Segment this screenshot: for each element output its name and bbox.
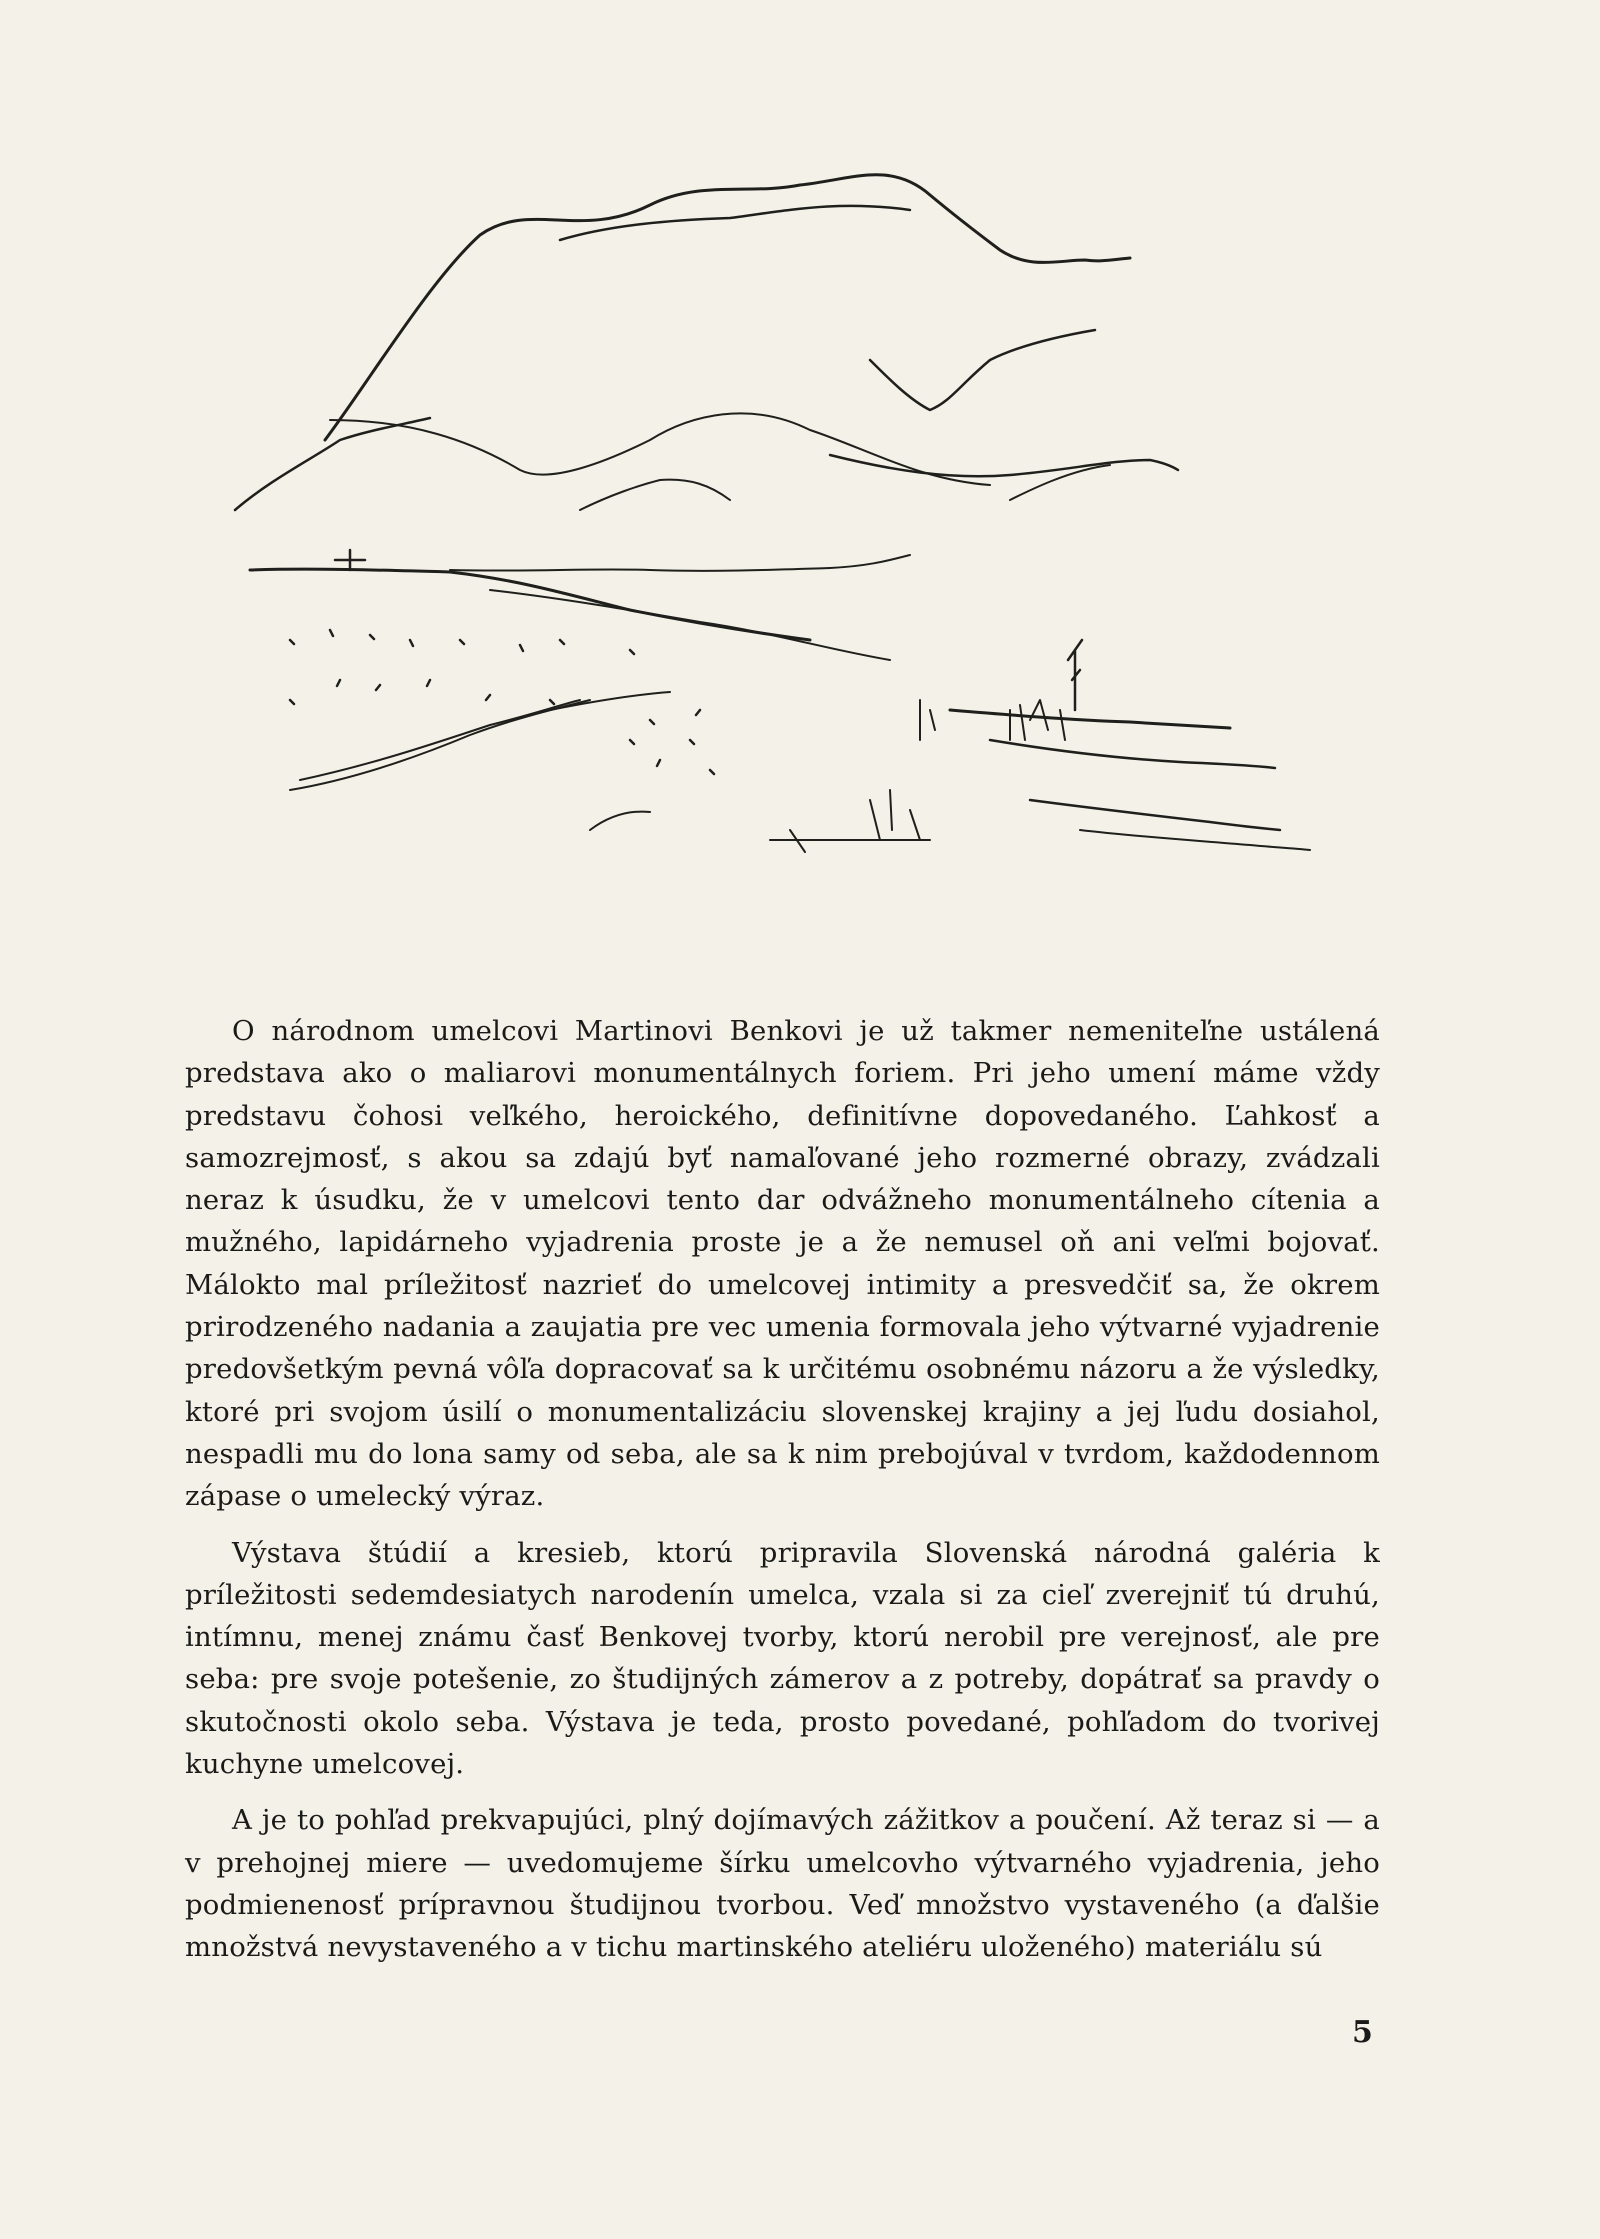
sketch-ridge-top (325, 175, 1130, 440)
sketch-mid-hill (580, 480, 730, 510)
paragraph-2: Výstava štúdií a kresieb, ktorú pripravila Slovenská národná galéria k príležitosti sedemdesiatych narodenín umelca, vzala si za cieľ zverejniť tú druhú, intímnu, menej známu časť Benkovej tvorby, ktorú nerobil pre verejnosť, ale pre seba: pre svoje potešenie, zo študijných zámerov a z potreby, dopátrať sa pravdy o skutočnosti okolo seba. Výstava je teda, prosto povedané, pohľadom do tvorivej kuchyne umelcovej. (185, 1536, 1380, 1781)
sketch-field-3 (550, 692, 670, 710)
sketch-tick-top (335, 550, 365, 570)
sketch-horizon-1 (250, 569, 810, 640)
paragraph-3: A je to pohľad prekvapujúci, plný dojímavých zážitkov a poučení. Až teraz si — a v prehojnej miere — uvedomujeme šírku umelcovho výtvarného vyjadrenia, jeho podmienenosť prípravnou študijnou tvorbou. Veď množstvo vystaveného (a ďalšie množstvá nevystaveného a v tichu martinského ateliéru uloženého) materiálu sú (185, 1804, 1380, 1964)
sketch-road-right-2 (990, 740, 1275, 768)
landscape-sketch-illustration (230, 140, 1380, 880)
sketch-field-2 (300, 700, 580, 780)
sketch-tree-1 (1068, 640, 1082, 710)
sketch-horizon-2 (450, 555, 910, 571)
sketch-figures (1010, 700, 1065, 740)
sketch-field-1 (290, 700, 590, 790)
sketch-ticks (290, 630, 714, 774)
sketch-road-lower (1030, 800, 1280, 830)
sketch-road-cross (770, 830, 930, 852)
page-number: 5 (1352, 2015, 1373, 2050)
sketch-horizon-3 (490, 590, 890, 660)
sketch-small-curve (590, 812, 650, 830)
sketch-road-lower-2 (1080, 830, 1310, 850)
sketch-ridge-top-2 (560, 206, 910, 240)
sketch-vee (870, 330, 1095, 410)
article-text (185, 1010, 1380, 1969)
sketch-slope-left-2 (330, 413, 990, 485)
sketch-figures-2 (870, 700, 935, 840)
paragraph-1: O národnom umelcovi Martinovi Benkovi je už takmer nemeniteľne ustálená predstava ako o maliarovi monumentálnych foriem. Pri jeho umení máme vždy predstavu čohosi veľkého, heroického, definitívne dopovedaného. Ľahkosť a samozrejmosť, s akou sa zdajú byť namaľované jeho rozmerné obrazy, zvádzali neraz k úsudku, že v umelcovi tento dar odvážneho monumentálneho cítenia a mužného, lapidárneho vyjadrenia proste je a že nemusel oň ani veľmi bojovať. Málokto mal príležitosť nazrieť do umelcovej intimity a presvedčiť sa, že okrem prirodzeného nadania a zaujatia pre vec umenia formovala jeho výtvarné vyjadrenie predovšetkým pevná vôľa dopracovať sa k určitému osobnému názoru a že výsledky, ktoré pri svojom úsilí o monumentalizáciu slovenskej krajiny a jej ľudu dosiahol, nespadli mu do lona samy od seba, ale sa k nim prebojúval v tvrdom, každodennom zápase o umelecký výraz. (185, 1015, 1380, 1513)
sketch-road-right (950, 710, 1230, 728)
